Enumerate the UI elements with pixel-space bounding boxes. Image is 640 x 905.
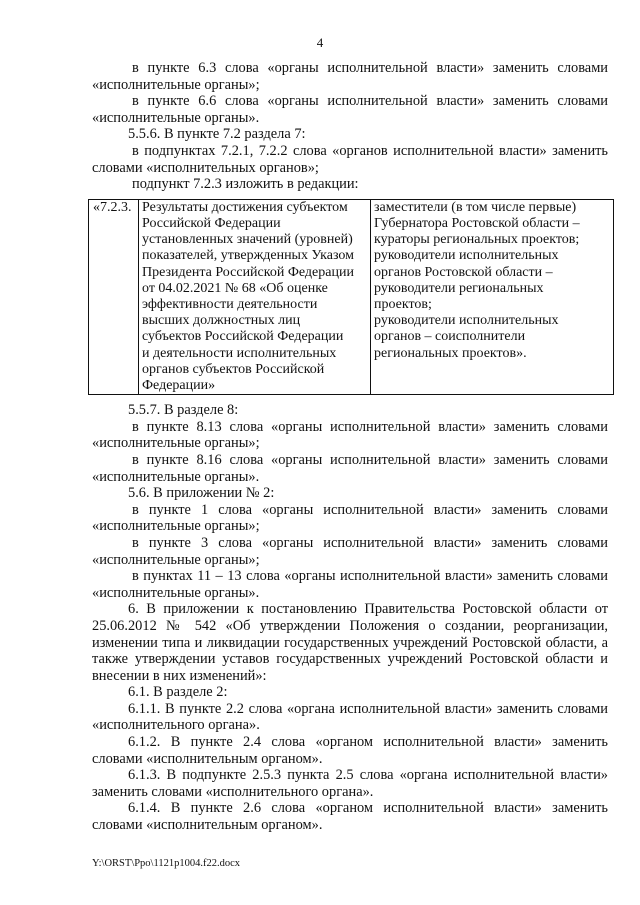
paragraph: в пункте 8.16 слова «органы исполнительной власти» заменить словами «исполнительные органы». — [92, 451, 608, 485]
paragraph: 6.1. В разделе 2: — [128, 684, 228, 701]
indicator-line: Российской Федерации — [142, 215, 281, 231]
responsible-line: региональных проектов». — [374, 345, 527, 361]
responsible-line: проектов; — [374, 296, 432, 312]
paragraph: подпункт 7.2.3 изложить в редакции: — [132, 176, 359, 193]
page-number: 4 — [316, 35, 324, 50]
indicator-line: субъектов Российской Федерации — [142, 329, 344, 345]
responsible-line: кураторы региональных проектов; — [374, 232, 580, 248]
table-row — [89, 199, 614, 394]
section-after-table — [92, 402, 608, 833]
indicator-line: установленных значений (уровней) — [142, 232, 353, 248]
indicator-line: Президента Российской Федерации — [142, 264, 354, 280]
paragraph: в пункте 8.13 слова «органы исполнительной власти» заменить словами «исполнительные органы»; — [92, 418, 608, 452]
amendment-table — [88, 199, 614, 395]
paragraph: в подпунктах 7.2.1, 7.2.2 слова «органов исполнительной власти» заменить словами «исполнительных органов»; — [92, 142, 608, 176]
indicator-line: высших должностных лиц — [142, 313, 301, 329]
indicator-line: эффективности деятельности — [142, 296, 318, 312]
indicator-line: Федерации» — [142, 377, 216, 393]
indicator-line: показателей, утвержденных Указом — [142, 248, 354, 264]
paragraph: в пунктах 11 – 13 слова «органы исполнительной власти» заменить словами «исполнительные органы». — [92, 568, 608, 601]
document-body — [92, 60, 608, 834]
paragraph: в пункте 6.3 слова «органы исполнительной власти» заменить словами «исполнительные органы»; — [92, 60, 608, 93]
responsible-line: руководители исполнительных — [374, 248, 559, 264]
paragraph: 5.6. В приложении № 2: — [128, 485, 275, 502]
indicator-line: от 04.02.2021 № 68 «Об оценке — [142, 280, 328, 296]
paragraph: 6.1.4. В пункте 2.6 слова «органом исполнительной власти» заменить словами «исполнительным органом». — [92, 800, 608, 834]
item-number: «7.2.3. — [93, 199, 132, 215]
responsible-line: Губернатора Ростовской области – — [374, 215, 580, 231]
indicator-cell — [139, 199, 371, 394]
paragraph: 6.1.2. В пункте 2.4 слова «органом исполнительной власти» заменить словами «исполнительным органом». — [92, 734, 608, 767]
paragraph: в пункте 6.6 слова «органы исполнительной власти» заменить словами «исполнительные органы». — [92, 93, 608, 126]
indicator-line: органов субъектов Российской — [142, 361, 325, 377]
responsible-line: заместители (в том числе первые) — [374, 199, 577, 215]
paragraph: 6. В приложении к постановлению Правительства Ростовской области от 25.06.2012 № 542 «Об утверждении Положения о создании, реорганизации, изменении типа и ликвидации государственных учреждений Ростовской области, а также утверждении уставов государственных учреждений Ростовской области и внесении в них изменений»: — [92, 601, 608, 684]
paragraph: 6.1.1. В пункте 2.2 слова «органа исполнительной власти» заменить словами «исполнительного органа». — [92, 700, 608, 734]
paragraph: в пункте 1 слова «органы исполнительной власти» заменить словами «исполнительные органы»; — [92, 501, 608, 535]
indicator-line: и деятельности исполнительных — [142, 345, 337, 361]
indicator-line: Результаты достижения субъектом — [142, 199, 348, 215]
responsible-cell — [371, 199, 614, 394]
responsible-line: руководители исполнительных — [374, 313, 559, 329]
file-path-footer: Y:\ORST\Ppo\1121p1004.f22.docx — [92, 858, 240, 869]
item-number-cell — [89, 199, 139, 394]
responsible-line: руководители региональных — [374, 280, 544, 296]
responsible-line: органов – соисполнители — [374, 329, 526, 345]
paragraph: 5.5.7. В разделе 8: — [128, 402, 239, 419]
paragraph: 6.1.3. В подпункте 2.5.3 пункта 2.5 слова «органа исполнительной власти» заменить словами «исполнительного органа». — [92, 767, 608, 800]
paragraph: 5.5.6. В пункте 7.2 раздела 7: — [128, 126, 306, 143]
responsible-line: органов Ростовской области – — [374, 264, 553, 280]
paragraph: в пункте 3 слова «органы исполнительной власти» заменить словами «исполнительные органы»; — [92, 534, 608, 568]
